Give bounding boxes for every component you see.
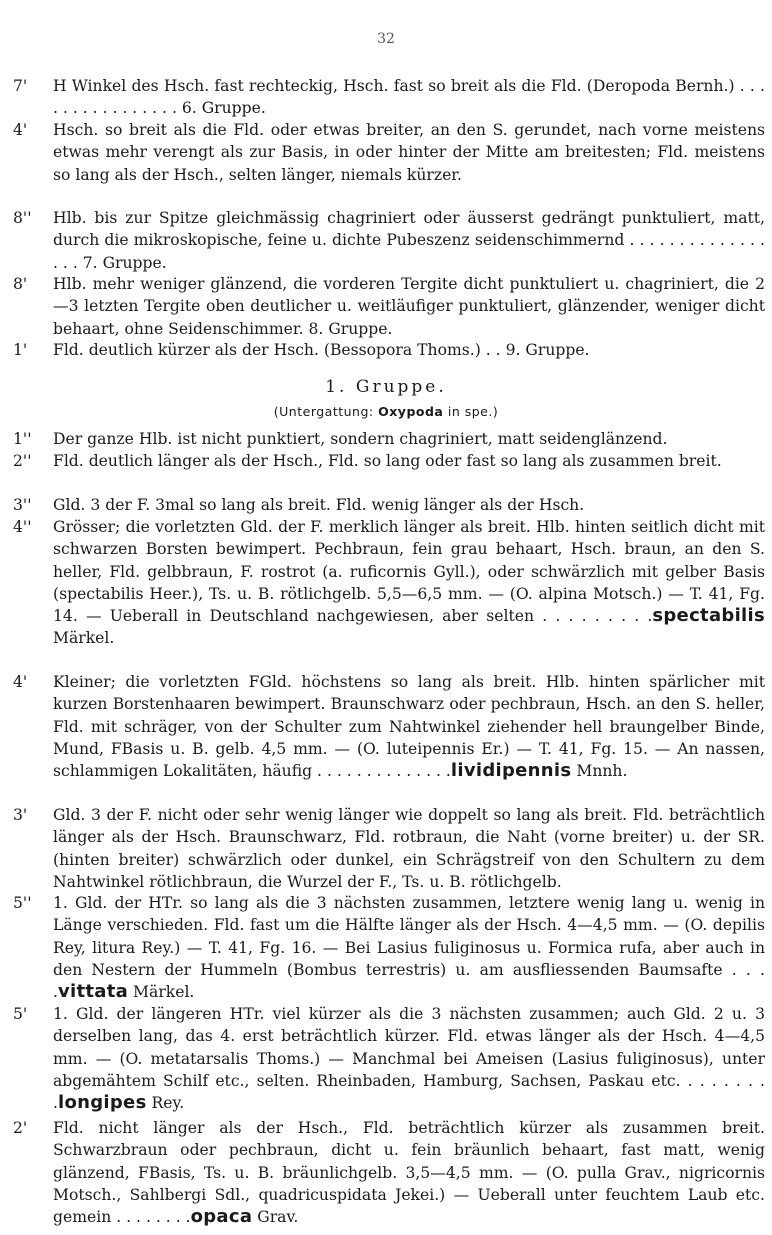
species-author: Märkel.	[53, 629, 115, 648]
key-entry-7p	[13, 75, 765, 120]
key-entry-5pp	[13, 892, 765, 1003]
key-text: Fld. deutlich kürzer als der Hsch. (Bessopora Thoms.) . . 9. Gruppe.	[53, 341, 590, 359]
species-name: spectabilis	[652, 605, 765, 627]
key-number: 7'	[13, 77, 28, 95]
key-number: 4'	[13, 121, 28, 139]
key-text: 1. Gld. der HTr. so lang als die 3 nächsten zusammen, letztere wenig lang u. wenig in Länge verschieden. Fld. fast um die Hälfte länger als der Hsch. 4—4,5 mm. — (O. depilis Rey, litura Rey.) — T. 41, Fg. 16. — Bei Lasius fuliginosus u. Formica rufa, aber auch in den Nestern der Hummeln (Bombus terrestris) u. am ausfliessenden Baumsafte . . . .	[53, 894, 765, 1002]
key-number: 4'	[13, 673, 28, 691]
key-entry-5p	[13, 1003, 765, 1114]
key-number: 5'	[13, 1005, 28, 1023]
page-number: 32	[377, 31, 395, 47]
subgenus-name: Oxypoda	[378, 404, 444, 419]
key-text: Der ganze Hlb. ist nicht punktiert, sondern chagriniert, matt seidenglänzend.	[53, 430, 668, 448]
species-name: opaca	[190, 1206, 253, 1228]
key-entry-2pp	[13, 450, 765, 472]
species-author: Rey.	[146, 1094, 185, 1113]
key-number: 2''	[13, 452, 32, 470]
key-number: 3'	[13, 806, 28, 824]
key-entry-4pp	[13, 516, 765, 650]
key-text: Gld. 3 der F. nicht oder sehr wenig länger wie doppelt so lang als breit. Fld. beträchtlich länger als der Hsch. Braunschwarz, Fld. rotbraun, die Naht (vorne breiter) u. der SR. (hinten breiter) schwärzlich oder dunkel, ein Schrägstreif von den Schultern zu dem Nahtwinkel rötlichbraun, die Wurzel der F., Ts. u. B. rötlichgelb.	[53, 806, 765, 891]
key-number: 2'	[13, 1119, 28, 1137]
key-text: Hsch. so breit als die Fld. oder etwas breiter, an den S. gerundet, nach vorne meistens etwas mehr verengt als zur Basis, in oder hinter der Mitte am breitesten; Fld. meistens so lang als der Hsch., selten länger, niemals kürzer.	[53, 121, 765, 184]
key-entry-3p	[13, 804, 765, 893]
key-number: 8'	[13, 275, 28, 293]
key-entry-1p	[13, 339, 765, 361]
key-entry-3pp	[13, 494, 765, 516]
key-text: Hlb. mehr weniger glänzend, die vorderen Tergite dicht punktuliert u. chagriniert, die 2—3 letzten Tergite oben deutlicher u. weitläufiger punktuliert, glänzender, weniger dicht behaart, ohne Seidenschimmer. 8. Gruppe.	[53, 275, 765, 338]
species-author: Grav.	[252, 1208, 299, 1227]
species-name: longipes	[57, 1092, 147, 1114]
section-heading: 1. Gruppe.	[325, 377, 447, 397]
subgenus-line: (Untergattung: Oxypoda in spe.)	[273, 404, 499, 419]
key-number: 3''	[13, 496, 32, 514]
key-text: Hlb. bis zur Spitze gleichmässig chagriniert oder äusserst gedrängt punktuliert, matt, durch die mikroskopische, feine u. dichte Pubeszenz seidenschimmernd . . . . . . . . . . . . . . . . . 7. Gruppe.	[53, 209, 765, 272]
species-author: Mnnh.	[571, 762, 628, 781]
key-number: 4''	[13, 518, 32, 536]
key-text: 1. Gld. der längeren HTr. viel kürzer als die 3 nächsten zusammen; auch Gld. 2 u. 3 derselben lang, das 4. erst beträchtlich kürzer. Fld. etwas länger als der Hsch. 4—4,5 mm. — (O. metatarsalis Thoms.) — Manchmal bei Ameisen (Lasius fuliginosus), unter abgemähtem Schilf etc., selten. Rheinbaden, Hamburg, Sachsen, Paskau etc. . . . . . . . .	[53, 1005, 765, 1113]
key-text: Grösser; die vorletzten Gld. der F. merklich länger als breit. Hlb. hinten seitlich dicht mit schwarzen Borsten bewimpert. Pechbraun, fein grau behaart, Hsch. braun, an den S. heller, Fld. gelbbraun, F. rostrot (a. ruficornis Gyll.), oder schwärzlich mit gelber Basis (spectabilis Heer.), Ts. u. B. rötlichgelb. 5,5—6,5 mm. — (O. alpina Motsch.) — T. 41, Fg. 14. — Ueberall in Deutschland nachgewiesen, aber selten . . . . . . . . .	[53, 518, 765, 626]
key-text: H Winkel des Hsch. fast rechteckig, Hsch. fast so breit als die Fld. (Deropoda Bernh.) . . . . . . . . . . . . . . . . 6. Gruppe.	[53, 77, 765, 118]
key-text: Fld. nicht länger als der Hsch., Fld. beträchtlich kürzer als zusammen breit. Schwarzbraun oder pechbraun, dicht u. fein bräunlich behaart, fast matt, wenig glänzend, FBasis, Ts. u. B. bräunlichgelb. 3,5—4,5 mm. — (O. pulla Grav., nigricornis Motsch., Sahlbergi Sdl., quadricuspidata Jekei.) — Ueberall unter feuchtem Laub etc. gemein . . . . . . . .	[53, 1119, 765, 1227]
key-text: Fld. deutlich länger als der Hsch., Fld. so lang oder fast so lang als zusammen breit.	[53, 452, 722, 470]
key-number: 8''	[13, 209, 32, 227]
species-author: Märkel.	[128, 983, 195, 1002]
species-name: lividipennis	[450, 760, 572, 782]
key-entry-4p-b	[13, 671, 765, 782]
key-number: 1''	[13, 430, 32, 448]
key-text: Kleiner; die vorletzten FGld. höchstens so lang als breit. Hlb. hinten spärlicher mit kurzen Borstenhaaren bewimpert. Braunschwarz oder pechbraun, Hsch. an den S. heller, Fld. mit schräger, von der Schulter zum Nahtwinkel ziehender hell braungelber Binde, Mund, FBasis u. B. gelb. 4,5 mm. — (O. luteipennis Er.) — T. 41, Fg. 15. — An nassen, schlammigen Lokalitäten, häufig . . . . . . . . . . . . . .	[53, 673, 765, 781]
key-text: Gld. 3 der F. 3mal so lang als breit. Fld. wenig länger als der Hsch.	[53, 496, 585, 514]
key-entry-4p	[13, 119, 765, 186]
key-number: 1'	[13, 341, 28, 359]
key-number: 5''	[13, 894, 32, 912]
key-entry-1pp	[13, 428, 765, 450]
key-entry-8pp	[13, 207, 765, 274]
key-entry-8p	[13, 273, 765, 340]
key-entry-2p	[13, 1117, 765, 1228]
species-name: vittata	[57, 981, 129, 1003]
